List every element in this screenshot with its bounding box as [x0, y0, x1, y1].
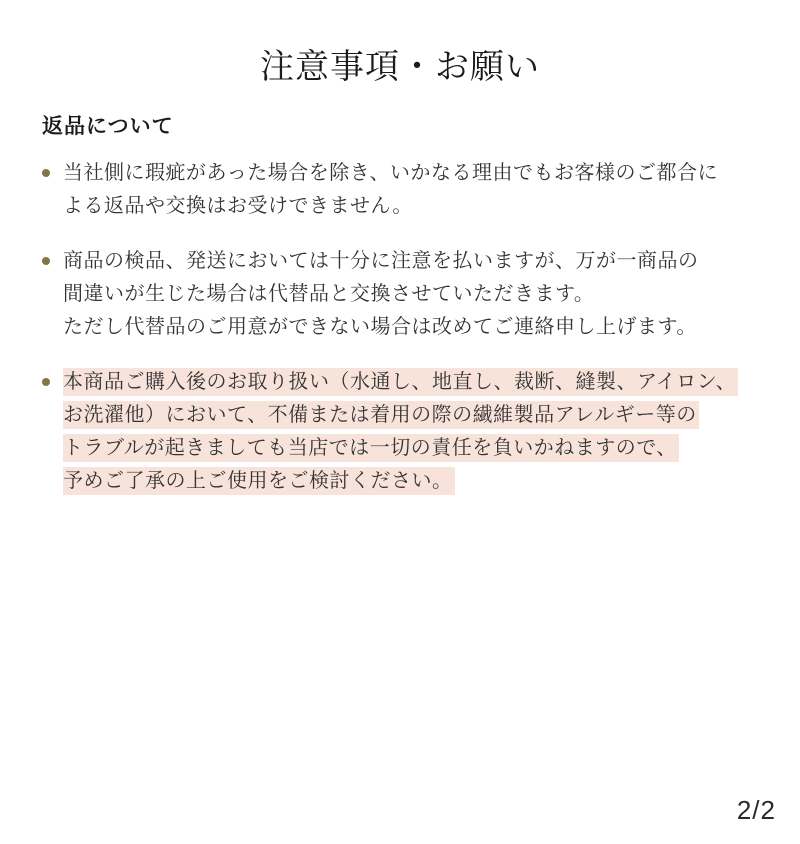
bullet-list: [42, 157, 760, 498]
bullet-marker: [42, 257, 50, 265]
bullet-item: [42, 245, 760, 344]
notice-page: [0, 44, 800, 844]
bullet-line: 商品の検品、発送においては十分に注意を払いますが、万が一商品の: [63, 250, 699, 272]
bullet-item: [42, 157, 760, 223]
bullet-lines: [63, 157, 760, 223]
bullet-line: ただし代替品のご用意ができない場合は改めてご連絡申し上げます。: [63, 316, 697, 338]
bullet-line: 間違いが生じた場合は代替品と交換させていただきます。: [63, 283, 595, 305]
highlighted-line: 本商品ご購入後のお取り扱い（水通し、地直し、裁断、縫製、アイロン、: [63, 366, 760, 399]
bullet-line: よる返品や交換はお受けできません。: [63, 195, 413, 217]
bullet-item-highlighted: [42, 366, 760, 498]
bullet-lines: [63, 366, 760, 498]
highlighted-line: お洗濯他）において、不備または着用の際の繊維製品アレルギー等の: [63, 399, 760, 432]
page-title: 注意事項・お願い: [260, 47, 540, 87]
section-heading: 返品について: [42, 115, 174, 138]
bullet-line: 当社側に瑕疵があった場合を除き、いかなる理由でもお客様のご都合に: [63, 162, 718, 184]
page-indicator: 2/2: [736, 795, 776, 825]
highlighted-line: トラブルが起きましても当店では一切の責任を負いかねますので、: [63, 432, 760, 465]
bullet-lines: [63, 245, 760, 344]
bullet-marker: [42, 169, 50, 177]
returns-section: [42, 114, 760, 498]
highlighted-line: 予めご了承の上ご使用をご検討ください。: [63, 465, 760, 498]
bullet-marker: [42, 378, 50, 386]
